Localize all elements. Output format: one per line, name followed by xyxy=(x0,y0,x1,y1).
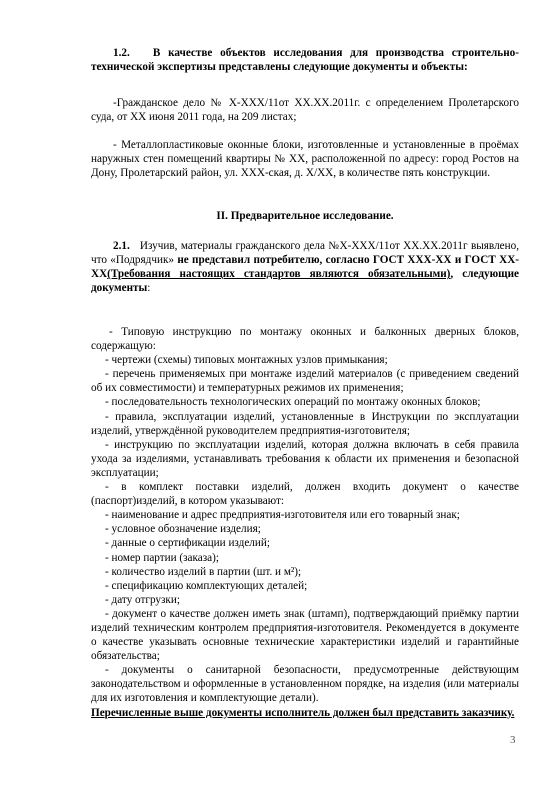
section-1-2-text: В качестве объектов исследования для производства строительно-технической экспертизы представлены следующие документы и объекты: xyxy=(91,47,519,74)
list-item: - данные о сертификации изделий; xyxy=(105,537,270,550)
paragraph-2-1-colon: : xyxy=(147,282,151,295)
list-item: - последовательность технологических операций по монтажу оконных блоков; xyxy=(105,396,481,409)
page-number: 3 xyxy=(510,734,516,746)
list-item: - чертежи (схемы) типовых монтажных узлов примыкания; xyxy=(105,354,388,367)
list-item: - документы о санитарной безопасности, предусмотренные действующим законодательством и оформленные в установленном порядке, на изделия (или материалы для их изготовления и комплектующие детали). xyxy=(91,664,519,705)
paragraph-2-1-bold-underlined: (Требования настоящих стандартов являются обязательными) xyxy=(107,268,451,281)
section-2-title: II. Предварительное исследование. xyxy=(216,210,394,222)
section-1-2 xyxy=(91,46,519,74)
list-item: - количество изделий в партии (шт. и м²); xyxy=(105,565,302,578)
paragraph-2-1-bold: не представил потребителю, согласно ГОСТ ХХХ-ХХ и ГОСТ ХХ-ХХ xyxy=(91,254,519,281)
section-1-2-number: 1.2. xyxy=(113,47,130,59)
list-item: - условное обозначение изделия; xyxy=(105,523,261,536)
list-item: - спецификацию комплектующих деталей; xyxy=(105,579,308,592)
conclusion: Перечисленные выше документы исполнитель должен был представить заказчику. xyxy=(91,706,515,719)
paragraph-2-1 xyxy=(91,239,519,295)
list-item: - дату отгрузки; xyxy=(105,593,180,606)
paragraph-2-1-bold-tail: , следующие документы xyxy=(91,268,519,295)
list-item: - правила, эксплуатации изделий, установленные в Инструкции по эксплуатации изделий, утверждённой руководителем предприятия-изготовителя; xyxy=(91,410,519,437)
paragraph-2-1-text: Изучив, материалы гражданского дела №Х-ХХХ/11от ХХ.ХХ.2011г выявлено, что «Подрядчик» xyxy=(91,240,519,267)
list-item: - наименование и адрес предприятия-изготовителя или его товарный знак; xyxy=(105,509,460,522)
list-item: - номер партии (заказа); xyxy=(105,551,219,564)
list-item: - документ о качестве должен иметь знак (штамп), подтверждающий приёмку партии изделий техническим контролем предприятия-изготовителя. Рекомендуется в документе о качестве указывать основные технические характеристики изделий и гарантийные обязательства; xyxy=(91,607,519,663)
evidence-case-file: -Гражданское дело № Х-ХХХ/11от ХХ.ХХ.2011г. с определением Пролетарского суда, от ХХ июня 2011 года, на 209 листах; xyxy=(91,97,519,124)
documents-list xyxy=(91,325,519,720)
paragraph-2-1-number: 2.1. xyxy=(113,240,130,252)
evidence-window-blocks: - Металлопластиковые оконные блоки, изготовленные и установленные в проёмах наружных стен помещений квартиры № ХХ, расположенной по адресу: город Ростов на Дону, Пролетарский район, ул. ХХХ-ская, д. Х/ХХ, в количестве пять конструкции. xyxy=(91,139,519,180)
list-item: - перечень применяемых при монтаже изделий материалов (с приведением сведений об их совместимости) и температурных режимов их применения; xyxy=(91,368,519,395)
list-item: - Типовую инструкцию по монтажу оконных и балконных дверных блоков, содержащую: xyxy=(91,326,519,353)
list-item: - в комплект поставки изделий, должен входить документ о качестве (паспорт)изделий, в котором указывают: xyxy=(91,481,519,508)
list-item: - инструкцию по эксплуатации изделий, которая должна включать в себя правила ухода за изделиями, устанавливать требования к области их применения и безопасной эксплуатации; xyxy=(91,438,519,479)
